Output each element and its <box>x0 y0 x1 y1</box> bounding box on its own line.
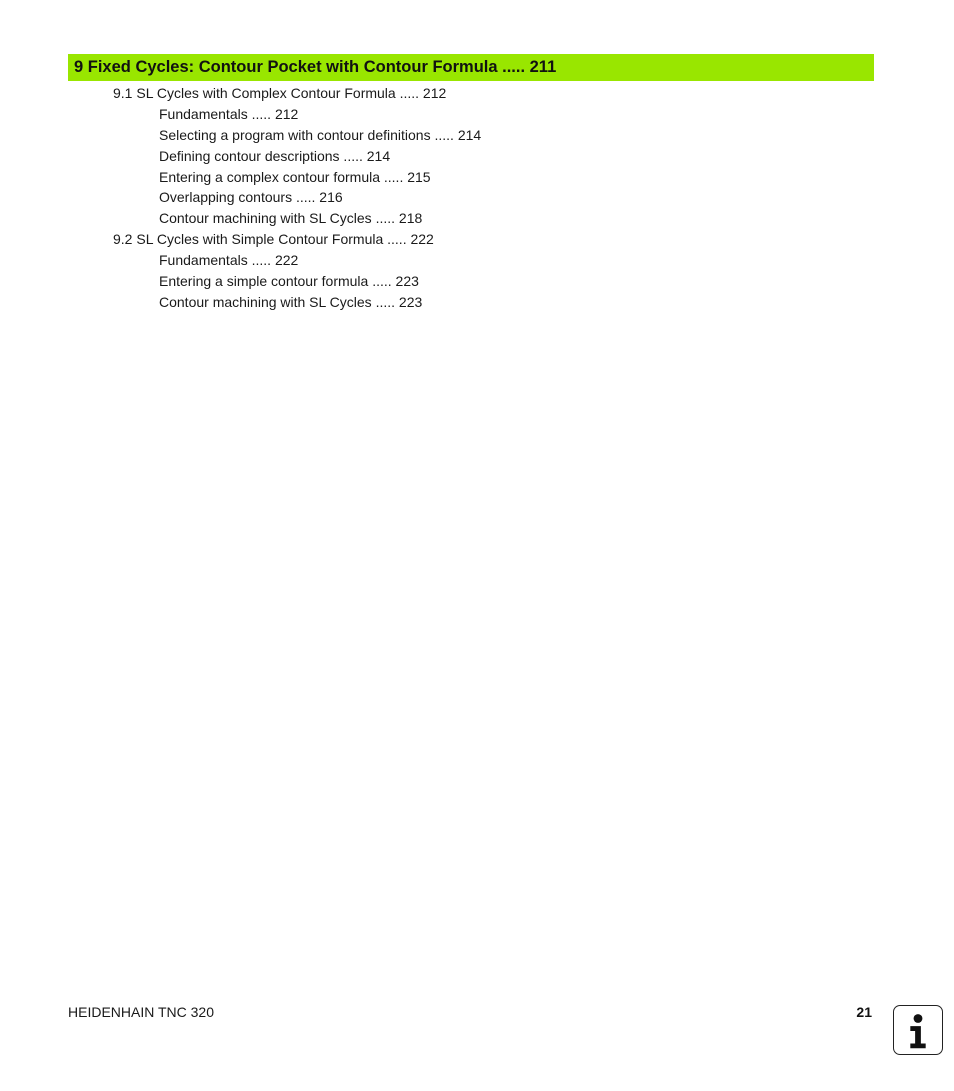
info-icon-glyph <box>894 1006 942 1054</box>
footer-page-number: 21 <box>856 1004 872 1020</box>
footer-product-name: HEIDENHAIN TNC 320 <box>68 1004 215 1020</box>
toc-entry[interactable]: Contour machining with SL Cycles ..... 218 <box>159 210 423 227</box>
chapter-title[interactable]: 9 Fixed Cycles: Contour Pocket with Contour Formula ..... 211 <box>74 58 557 76</box>
toc-entry[interactable]: Entering a complex contour formula ..... 215 <box>159 168 431 185</box>
toc-entry[interactable]: Selecting a program with contour definitions ..... 214 <box>159 126 482 143</box>
toc-entry[interactable]: Overlapping contours ..... 216 <box>159 189 343 206</box>
chapter-heading-bar <box>68 54 874 81</box>
toc-entry[interactable]: Fundamentals ..... 222 <box>159 252 299 269</box>
info-icon <box>893 1005 943 1055</box>
toc-section-9-1[interactable]: 9.1 SL Cycles with Complex Contour Formula ..... 212 <box>113 85 447 101</box>
toc-entry[interactable]: Fundamentals ..... 212 <box>159 105 299 122</box>
toc-entry[interactable]: Contour machining with SL Cycles ..... 223 <box>159 293 423 310</box>
toc-section-9-2[interactable]: 9.2 SL Cycles with Simple Contour Formula ..... 222 <box>113 231 434 248</box>
toc-entry[interactable]: Defining contour descriptions ..... 214 <box>159 147 391 164</box>
table-of-contents <box>0 83 954 313</box>
toc-entry[interactable]: Entering a simple contour formula ..... 223 <box>159 273 419 290</box>
